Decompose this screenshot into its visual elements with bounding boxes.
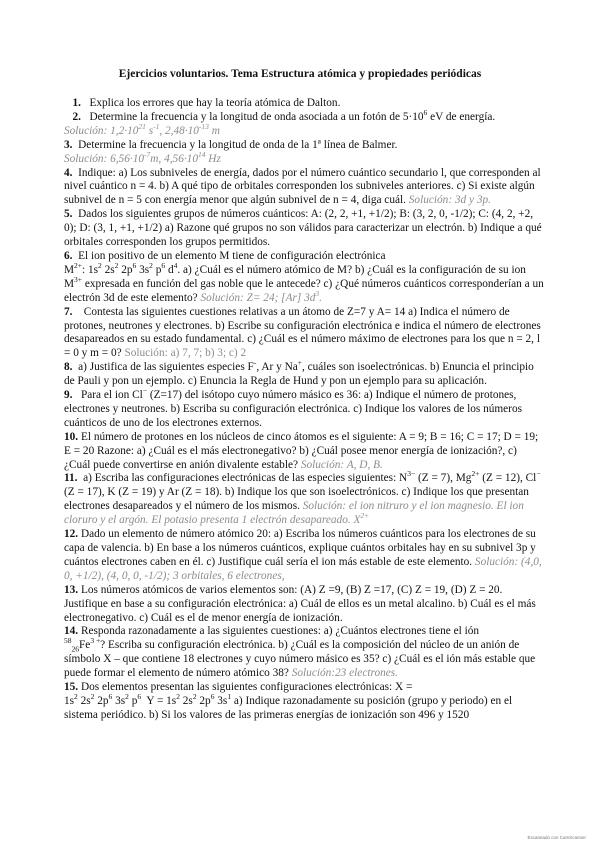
solution-4: Solución: 3d y 3p. (408, 194, 491, 207)
exercise-14: 14. Responda razonadamente a las siguientes cuestiones: a) ¿Cuántos electrones tiene el ión $^{58}_{26}Fe^{3 +}$? Escriba su configuración electrónica. b) ¿Cuál es la composición del núcleo de un anión de símbolo X – que contiene 18 electrones y cuyo número másico es 35? c) ¿Cuál es el ión más estable que puede formar el elemento de número atómico 38? Solución:23 electrones. (64, 625, 536, 680)
exercise-4: 4. Indique: a) Los subniveles de energía, dados por el número cuántico secundario l, que corresponden al nivel cuántico n = 4. b) A qué tipo de orbitales corresponden los subniveles anteriores. c) Si existe algún subnivel de n = 5 con energía menor que algún subnivel de n = 4, diga cuál. Solución: 3d y 3p. (64, 166, 541, 207)
solution-6: Solución: Z= 24; [Ar] $3d^3$. (200, 288, 322, 304)
solution-10: Solución: A, D, B. (300, 458, 383, 471)
exercise-13: 13. Los números atómicos de varios elementos son: (A) Z =9, (B) Z =17, (C) Z = 19, (D) Z = 20. Justifique en base a su configuración electrónica: a) Cuál de ellos es un metal alcalino. b) Cuál es el más electronegativo. c) Cuál es el de menor energía de ionización. (64, 583, 536, 624)
solution-7: Solución: a) 7, 7; b) 3; c) 2 (124, 347, 247, 360)
exercise-2: 2. Determine la frecuencia y la longitud de onda asociada a un fotón de $5\cdot 10^6$ eV de energía. Solución: $1,2\cdot 10^{21}$ $s^{-1}$, $2,48\cdot 10^{-13}$ m (64, 108, 496, 137)
exercise-12: 12. Dado un elemento de número atómico 20: a) Escriba los números cuánticos para los electrones de su capa de valencia. b) En base a los números cuánticos, explique cuántos orbitales hay en su subnivel 3p y cuántos electrones caben en él. c) Justifique cuál sería el ion más estable de este elemento. Solución: (4,0, 0, +1/2), (4, 0, 0, -1/2); 3 orbitales, 6 electrones, (64, 528, 542, 582)
exercise-5: 5. Dados los siguientes grupos de números cuánticos: A: (2, 2, +1, +1/2); B: (3, 2, 0, -1/2); C: (4, 2, +2, 0); D: (3, 1, +1, +1/2) a) Razone qué grupos no son válidos para caracterizar un electrón. b) Indique a qué orbitales corresponden los grupos permitidos. (64, 208, 542, 249)
exercise-7: 7. Contesta las siguientes cuestiones relativas a un átomo de Z=7 y A= 14 a) Indica el número de protones, neutrones y electrones. b) Escribe su configuración electrónica e indica el número de electrones desapareados en su estado fundamental. c) ¿Cuál es el número máximo de electrones para los que n = 2, l = 0 y m = 0? Solución: a) 7, 7; b) 3; c) 2 (64, 305, 541, 360)
exercise-15: 15. Dos elementos presentan las siguientes configuraciones electrónicas: X = $1s^2$ $2s^2$ $2p^6$ $3s^2$ $p^6$ $Y = 1s^2$ $2s^2$ $2p^6$ $3s^1$ a) Indique razonadamente su posición (grupo y periodo) en el sistema periódico. b) Si los valores de las primeras energías de ionización son 496 y 1520 (64, 681, 513, 721)
exercise-1: 1. Explica los errores que hay la teoría atómica de Dalton. (72, 97, 341, 109)
page-title: Ejercicios voluntarios. Tema Estructura atómica y propiedades periódicas (118, 68, 482, 80)
solution-12: Solución: (4,0, 0, +1/2), (4, 0, 0, -1/2); 3 orbitales, 6 electrones, (64, 555, 542, 582)
configuration-y: $1s^2$ $2s^2$ $2p^6$ $3s^1$ (166, 692, 232, 707)
exercise-10: 10. El número de protones en los núcleos de cinco átomos es el siguiente: A = 9; B = 16; C = 17; D = 19; E = 20 Razone: a) ¿Cuál es el más electronegativo? b) ¿Cuál posee menor energía de ionización?, c) ¿Cuál puede convertirse en anión divalente estable? Solución: A, D, B. (64, 430, 539, 471)
exercise-9: 9. Para el ion Cl− (Z=17) del isótopo cuyo número másico es 36: a) Indique el número de protones, electrones y neutrones. b) Escriba su configuración electrónica. c) Indique los valores de los números cuánticos de uno de los electrones externos. (64, 386, 522, 429)
exercise-6: 6. El ion positivo de un elemento M tiene de configuración electrónica $M^{2+}$: $1s^2$ $2s^2$ $2p^6$ $3s^2$ $p^6$ $d^4$. a) ¿Cuál es el número atómico de M? b) ¿Cuál es la configuración de su ion $M^{3+}$ expresada en función del gas noble que le antecede? c) ¿Qué números cuánticos corresponderían a un electrón 3d de este elemento? Solución: Z= 24; [Ar] $3d^3$. (64, 249, 544, 304)
isotope-fe: $^{58}_{26}Fe^{3 +}$ (64, 636, 101, 654)
solution-14: Solución:23 electrones. (291, 667, 398, 680)
exercise-list (64, 97, 544, 723)
configuration-m: $M^{2+}$: $1s^2$ $2s^2$ $2p^6$ $3s^2$ $p^6$ $d^4$ (64, 261, 178, 276)
exercise-11: 11. a) Escriba las configuraciones electrónicas de las especies siguientes: $N^{3-}$ (Z = 7), $Mg^{2+}$ (Z = 12), Cl− (Z = 17), K (Z = 19) y Ar (Z = 18). b) Indique los que son isoelectrónicos. c) Indique los que presentan electrones desapareados y el número de los mismos. Solución: el ion nitruro y el ion magnesio. El ion cloruro y el argón. El potasio presenta 1 electrón desapareado. $X^{2+}$ (64, 469, 541, 527)
solution-3: Solución: $6,56\cdot 10^{-7}m$, $4,56\cdot 10^{14}$ Hz (64, 149, 221, 165)
configuration-x: $1s^2$ $2s^2$ $2p^6$ $3s^2$ $p^6$ (64, 692, 142, 707)
exercise-3: 3. Determine la frecuencia y la longitud de onda de la 1ª línea de Balmer. Solución: $6,56\cdot 10^{-7}m$, $4,56\cdot 10^{14}$ Hz (64, 138, 398, 165)
exercise-8: 8. a) Justifica de las siguientes especies F-, Ar y Na+, cuáles son isoelectrónicas. b) Enuncia el principio de Pauli y pon un ejemplo. c) Enuncia la Regla de Hund y pon un ejemplo para su aplicación. (64, 358, 534, 388)
scanner-watermark: Escaneado con CamScanner (527, 835, 586, 840)
solution-11: Solución: el ion nitruro y el ion magnesio. El ion cloruro y el argón. El potasio presenta 1 electrón desapareado. $X^{2+}$ (64, 500, 524, 527)
solution-2: Solución: $1,2\cdot 10^{21}$ $s^{-1}$, $2,48\cdot 10^{-13}$ m (64, 122, 220, 137)
